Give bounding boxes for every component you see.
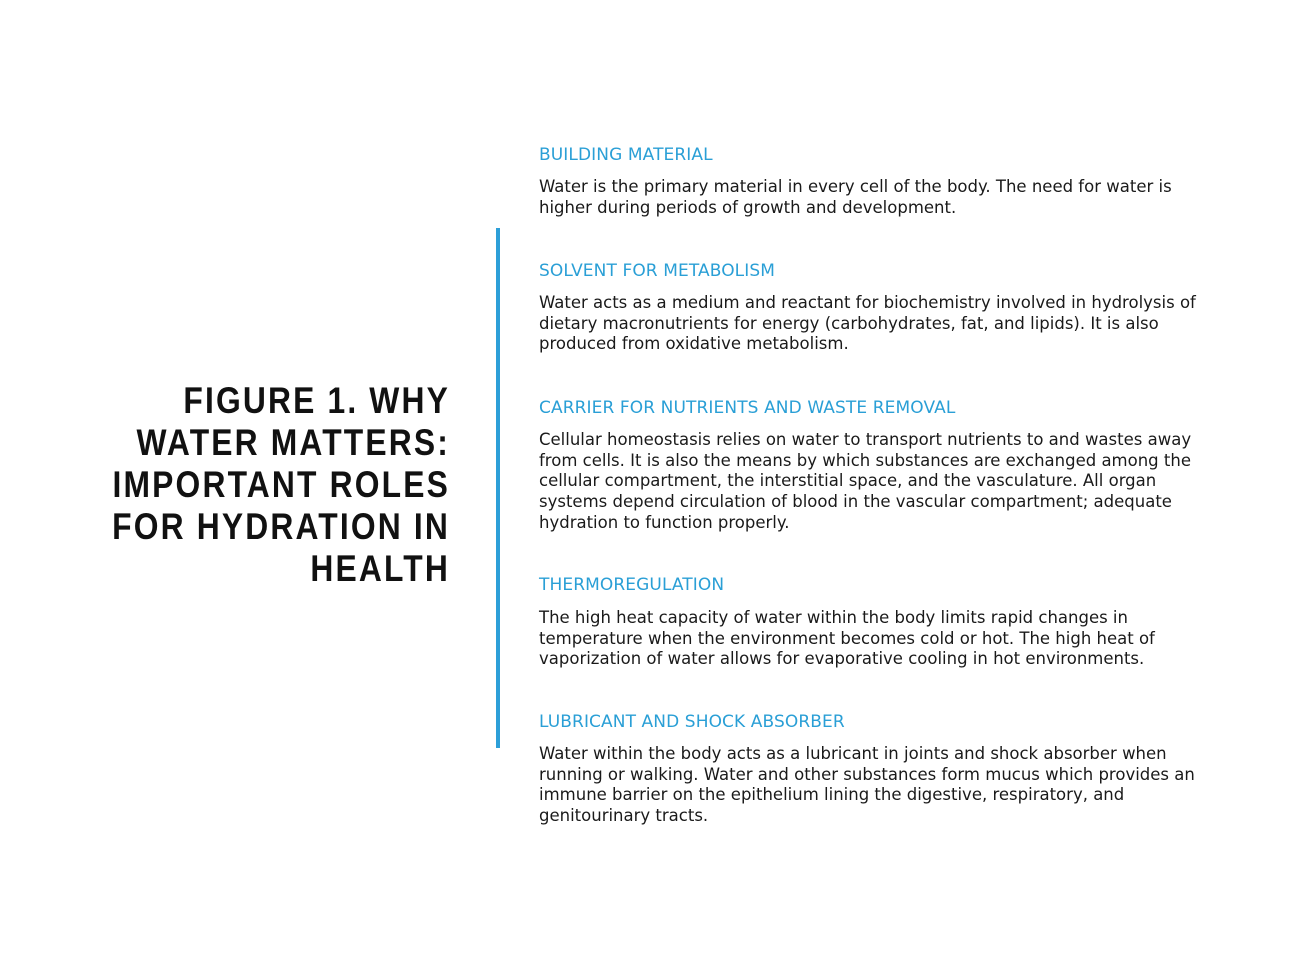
section-text: Water within the body acts as a lubricant in joints and shock absorber when running or walking. Water and other substances form mucus which provides an immune barrier on the epithelium lining the digestive, respiratory, and genitourinary tracts. xyxy=(539,744,1195,826)
section-heading: CARRIER FOR NUTRIENTS AND WASTE REMOVAL xyxy=(539,398,956,418)
section-text: Water acts as a medium and reactant for biochemistry involved in hydrolysis of dietary macronutrients for energy (carbohydrates, fat, and lipids). It is also produced from oxidative metabolism. xyxy=(539,293,1196,354)
section-text: Cellular homeostasis relies on water to transport nutrients to and wastes away from cells. It is also the means by which substances are exchanged among the cellular compartment, the interstitial space, and the vasculature. All organ systems depend circulation of blood in the vascular compartment; adequate hydration to function properly. xyxy=(539,430,1192,532)
figure-title: FIGURE 1. WHY WATER MATTERS: IMPORTANT ROLES FOR HYDRATION IN HEALTH xyxy=(112,380,450,589)
section-heading: LUBRICANT AND SHOCK ABSORBER xyxy=(539,712,845,732)
section-heading: SOLVENT FOR METABOLISM xyxy=(539,261,776,281)
section-heading: THERMOREGULATION xyxy=(539,575,725,595)
vertical-divider xyxy=(496,228,500,748)
section-text: The high heat capacity of water within the body limits rapid changes in temperature when the environment becomes cold or hot. The high heat of vaporization of water allows for evaporative cooling in hot environments. xyxy=(539,608,1155,669)
section-text: Water is the primary material in every cell of the body. The need for water is higher during periods of growth and development. xyxy=(539,177,1172,217)
section-heading: BUILDING MATERIAL xyxy=(539,145,713,165)
